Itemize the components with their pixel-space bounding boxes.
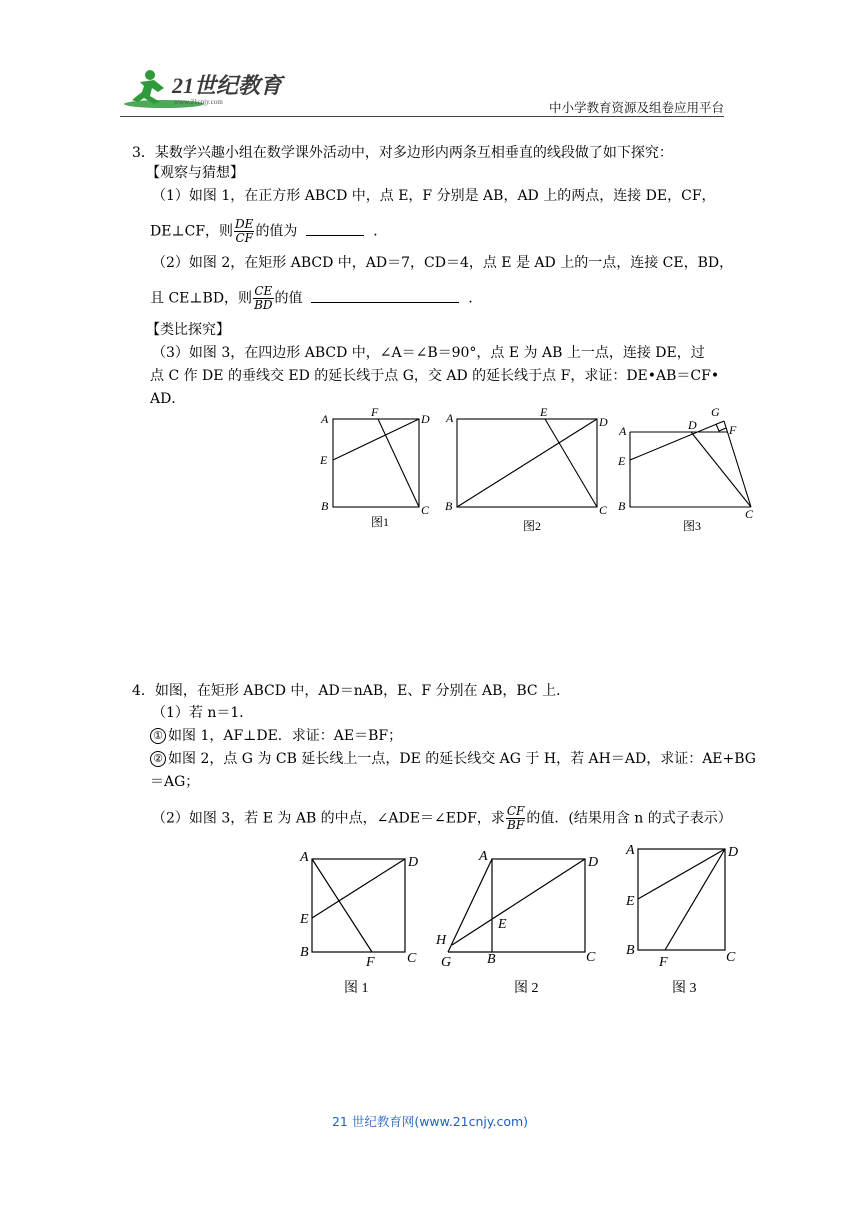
q4-part1-item2 (150, 749, 756, 769)
logo-21cnjy (120, 66, 292, 110)
fraction-denominator: BF (507, 818, 525, 832)
q3-fig1-label-b: B (321, 499, 329, 513)
q3-fig3-segment-dc (691, 432, 751, 507)
q4-part1-item2-text: 如图 2，点 G 为 CB 延长线上一点，DE 的延长线交 AG 于 H，若 AH＝AD，求证：AE+BG (168, 751, 756, 767)
q4-fig2-caption: 图 2 (514, 981, 539, 996)
q3-fig1-square (333, 419, 419, 507)
q3-section-observe: 【观察与猜想】 (146, 165, 244, 181)
q4-fig2-label-h: H (436, 933, 447, 948)
q3-fig2-label-c: C (599, 503, 608, 517)
q3-fig2-label-a: A (446, 411, 454, 425)
q4-fig3-label-b: B (626, 943, 635, 958)
fraction-numerator: CF (506, 804, 525, 818)
q3-fig1-label-c: C (421, 503, 430, 517)
q4-part1: （1）若 n＝1． (152, 705, 254, 721)
q4-fig1-label-c: C (407, 951, 417, 966)
q4-intro: 4．如图，在矩形 ABCD 中，AD＝nAB，E、F 分别在 AB，BC 上． (132, 683, 571, 699)
q3-fraction-de-cf (234, 218, 254, 245)
q4-fig1-square (312, 859, 405, 952)
q4-fig3-rectangle (638, 849, 725, 950)
q3-fig3-label-e: E (618, 454, 626, 468)
q3-fig3-label-g: G (711, 405, 720, 419)
q3-fig1-label-a: A (321, 412, 329, 426)
q4-fig3-label-a: A (626, 843, 635, 858)
q3-section-analogy: 【类比探究】 (146, 322, 230, 338)
q3-fig3-label-c: C (745, 507, 754, 521)
q4-part1-item2-cont: ＝AG； (150, 774, 200, 790)
q4-fig1-label-b: B (300, 945, 309, 960)
q4-fraction-cf-bf (506, 805, 526, 832)
q3-fig3-label-b: B (618, 499, 626, 513)
q4-fig1-caption: 图 1 (344, 981, 369, 996)
logo-url: www.21cnjy.com (174, 98, 223, 106)
q4-fig3-segment-df (665, 849, 725, 950)
q3-answer-blank-2[interactable] (311, 290, 459, 303)
q3-figures (315, 404, 765, 536)
logo-text: 21世纪教育 (172, 73, 283, 98)
q3-part2-text-post: 的值 (274, 290, 303, 307)
q3-part2-end: ． (468, 290, 483, 307)
q3-fig3-label-f: F (729, 423, 737, 437)
q4-fig1-label-e: E (300, 912, 309, 927)
q3-fig2-label-d: D (599, 415, 608, 429)
q3-fig1-label-d: D (421, 412, 430, 426)
q4-fig2-label-d: D (588, 855, 599, 870)
q3-fraction-ce-bd (253, 285, 273, 312)
q4-fig3-label-d: D (728, 845, 739, 860)
page-footer[interactable]: 21 世纪教育网(www.21cnjy.com) (331, 1114, 529, 1129)
q3-fig1-caption: 图1 (371, 515, 390, 529)
q3-part3-line3: AD． (150, 391, 186, 407)
platform-name: 中小学教育资源及组卷应用平台 (548, 100, 724, 115)
q4-part1-item1 (150, 726, 402, 746)
q3-fig1-segment-de (333, 419, 419, 460)
logo-runner-head-icon (145, 70, 155, 80)
q4-fig2-label-c: C (586, 950, 596, 965)
q3-answer-blank-1[interactable] (306, 223, 364, 236)
q3-part2-line1: （2）如图 2，在矩形 ABCD 中，AD＝7，CD＝4，点 E 是 AD 上的一点，连接 CE，BD， (152, 255, 734, 271)
q3-fig2-segment-bd (457, 419, 597, 507)
fraction-denominator: CF (235, 231, 253, 245)
header-divider (120, 116, 724, 117)
q4-fig1-segment-af (312, 859, 372, 952)
q3-fig1-label-f: F (371, 405, 379, 419)
q3-part1-line2 (150, 218, 387, 245)
q3-part1-text-post: 的值为 (255, 223, 298, 240)
q3-fig3-label-a: A (619, 424, 627, 438)
circled-number-1: ① (150, 728, 166, 744)
page-header (120, 62, 724, 118)
q3-fig3-sides (630, 432, 751, 507)
q3-fig2-label-e: E (540, 405, 548, 419)
q4-fig3-label-e: E (626, 894, 635, 909)
q3-fig3-label-d: D (688, 418, 697, 432)
fraction-numerator: DE (235, 217, 254, 231)
q3-intro: 3．某数学兴趣小组在数学课外活动中，对多边形内两条互相垂直的线段做了如下探究： (132, 145, 673, 161)
q4-fig1-segment-de (312, 859, 405, 918)
q3-part2-text: 且 CE⊥BD，则 (150, 290, 253, 307)
q4-part1-item1-text: 如图 1，AF⊥DE．求证：AE＝BF； (168, 728, 403, 744)
q4-fig1-label-f: F (366, 955, 375, 970)
q4-part2 (152, 805, 732, 832)
q4-fig3-segment-de (638, 849, 725, 899)
q3-fig1-segment-cf (378, 419, 419, 507)
q4-fig2-label-g: G (441, 955, 452, 970)
q3-fig2-caption: 图2 (523, 519, 542, 533)
q4-fig2-segment-ag (448, 859, 492, 952)
q4-fig2-label-e: E (498, 917, 507, 932)
q3-part3-line2: 点 C 作 DE 的垂线交 ED 的延长线于点 G，交 AD 的延长线于点 F，求证：DE•AB＝CF• (150, 368, 720, 384)
q4-fig2-label-b: B (487, 952, 496, 967)
q3-fig2-label-b: B (445, 499, 453, 513)
q4-figures (290, 838, 770, 998)
q4-fig3-label-c: C (726, 950, 736, 965)
q3-fig3-segment-eg (630, 421, 724, 460)
q4-part2-text-post: 的值．(结果用含 n 的式子表示） (526, 810, 732, 827)
fraction-numerator: CE (254, 284, 273, 298)
q3-part3-line1: （3）如图 3，在四边形 ABCD 中，∠A＝∠B＝90°，点 E 为 AB 上一点，连接 DE，过 (152, 345, 705, 361)
q4-fig2-square (492, 859, 585, 952)
q3-fig3-caption: 图3 (683, 519, 702, 533)
q3-part1-text: DE⊥CF，则 (150, 223, 234, 240)
q4-fig1-label-a: A (300, 850, 309, 865)
q3-part1-line1: （1）如图 1，在正方形 ABCD 中，点 E，F 分别是 AB，AD 上的两点，连接 DE，CF， (152, 188, 716, 204)
q3-part2-line2 (150, 285, 482, 312)
q4-fig2-label-a: A (479, 849, 488, 864)
q4-part2-text: （2）如图 3，若 E 为 AB 的中点，∠ADE＝∠EDF，求 (152, 810, 505, 827)
q3-part1-end: ． (373, 223, 388, 240)
circled-number-2: ② (150, 751, 166, 767)
q4-fig3-caption: 图 3 (672, 981, 697, 996)
fraction-denominator: BD (254, 298, 273, 312)
q4-fig3-label-f: F (659, 955, 668, 970)
q3-fig3-right-angle (716, 424, 726, 431)
q3-fig2-segment-ce (545, 419, 597, 507)
q3-fig1-label-e: E (320, 453, 328, 467)
q4-fig1-label-d: D (408, 855, 419, 870)
